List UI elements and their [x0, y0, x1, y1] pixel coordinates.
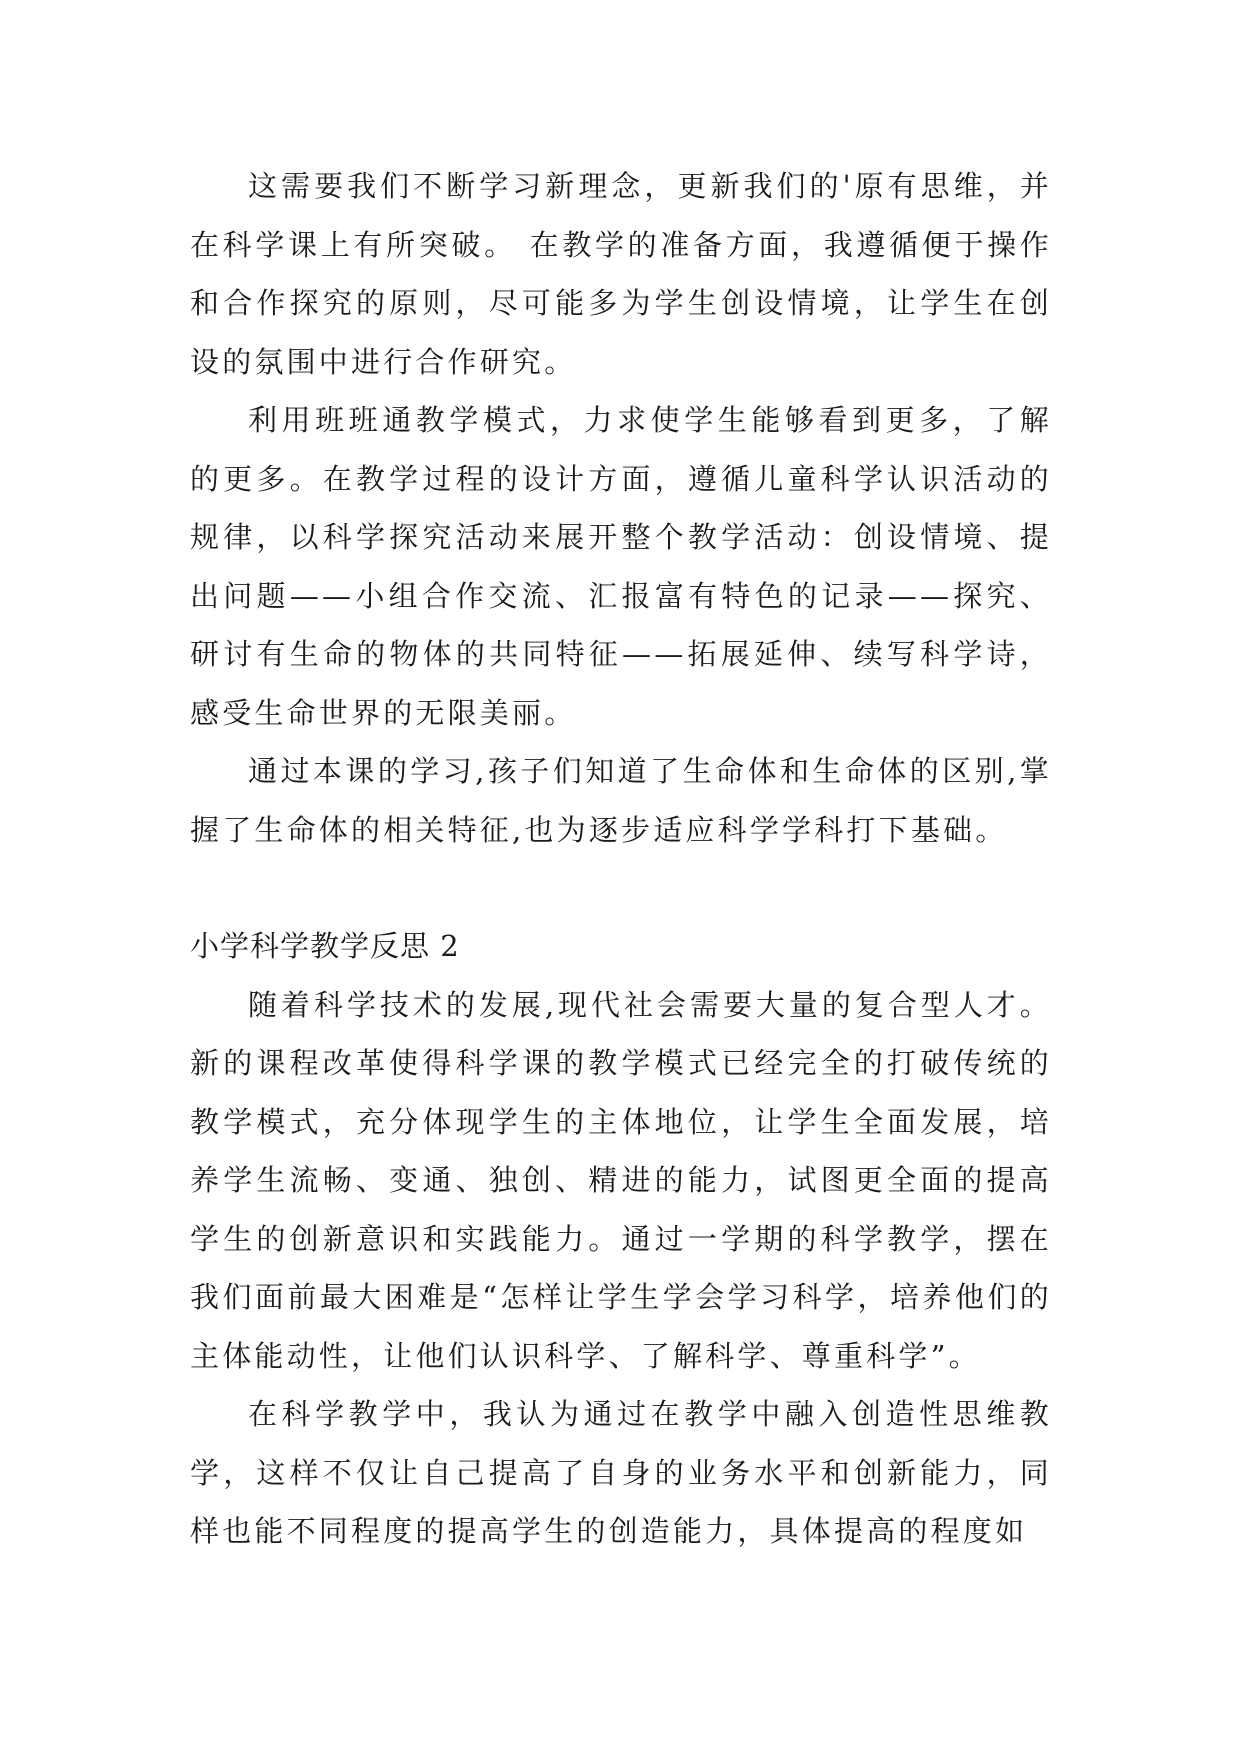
- section-heading: 小学科学教学反思 2: [190, 929, 460, 963]
- paragraph: 在科学教学中，我认为通过在教学中融入创造性思维教学，这样不仅让自己提高了自身的业务水平和创新能力，同样也能不同程度的提高学生的创造能力，具体提高的程度如: [190, 1397, 1052, 1548]
- paragraph: 随着科学技术的发展,现代社会需要大量的复合型人才。新的课程改革使得科学课的教学模式已经完全的打破传统的教学模式，充分体现学生的主体地位，让学生全面发展，培养学生流畅、变通、独创、精进的能力，试图更全面的提高学生的创新意识和实践能力。通过一学期的科学教学，摆在我们面前最大困难是“怎样让学生学会学习科学，培养他们的主体能动性，让他们认识科学、了解科学、尊重科学”。: [190, 987, 1052, 1373]
- paragraph: 通过本课的学习,孩子们知道了生命体和生命体的区别,掌握了生命体的相关特征,也为逐步适应科学学科打下基础。: [190, 754, 1052, 847]
- paragraph: 这需要我们不断学习新理念，更新我们的'原有思维，并在科学课上有所突破。 在教学的准备方面，我遵循便于操作和合作探究的原则，尽可能多为学生创设情境，让学生在创设的氛围中进行合作研究。: [190, 169, 1052, 379]
- paragraph: 利用班班通教学模式，力求使学生能够看到更多，了解的更多。在教学过程的设计方面，遵循儿童科学认识活动的规律，以科学探究活动来展开整个教学活动：创设情境、提出问题——小组合作交流、汇报富有特色的记录——探究、研讨有生命的物体的共同特征——拓展延伸、续写科学诗，感受生命世界的无限美丽。: [190, 403, 1052, 730]
- document-body: [190, 157, 1052, 1561]
